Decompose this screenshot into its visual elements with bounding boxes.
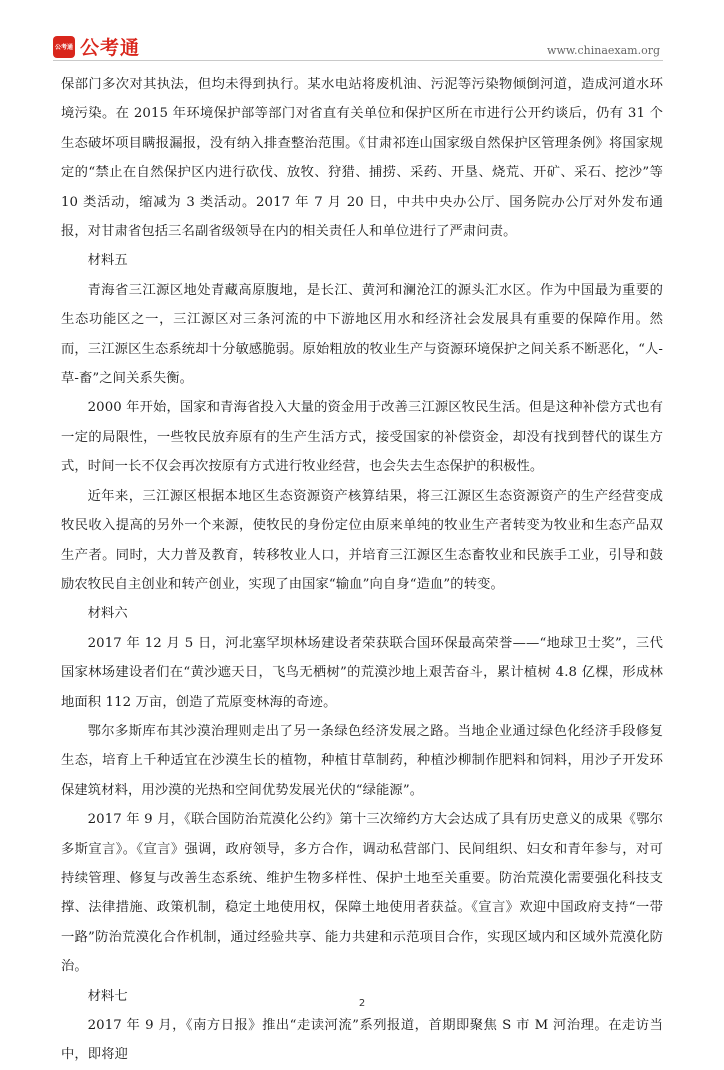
document-body — [61, 70, 663, 1070]
logo-badge-icon: 公考通 — [53, 36, 75, 58]
site-url[interactable]: www.chinaexam.org — [547, 44, 660, 57]
page-header — [0, 0, 724, 62]
section-heading-material-6: 材料六 — [87, 606, 128, 622]
paragraph: 2017 年 9 月，《联合国防治荒漠化公约》第十三次缔约方大会达成了具有历史意义的成果《鄂尔多斯宣言》。《宣言》强调，政府领导，多方合作，调动私营部门、民间组织、妇女和青年参与，对可持续管理、修复与改善生态系统、维护生物多样性、保护土地至关重要。防治荒漠化需要强化科技支撑、法律措施、政策机制，稳定土地使用权，保障土地使用者获益。《宣言》欢迎中国政府支持“一带一路”防治荒漠化合作机制，通过经验共享、能力共建和示范项目合作，实现区域内和区域外荒漠化防治。 — [61, 812, 663, 975]
section-heading-material-7: 材料七 — [87, 988, 128, 1004]
paragraph-continued: 保部门多次对其执法，但均未得到执行。某水电站将废机油、污泥等污染物倾倒河道，造成河道水环境污染。在 2015 年环境保护部等部门对省直有关单位和保护区所在市进行公开约谈后，仍有 31 个生态破坏项目瞒报漏报，没有纳入排查整治范围。《甘肃祁连山国家级自然保护区管理条例》将国家规定的“禁止在自然保护区内进行砍伐、放牧、狩猎、捕捞、采药、开垦、烧荒、开矿、采石、挖沙”等 10 类活动，缩减为 3 类活动。2017 年 7 月 20 日，中共中央办公厅、国务院办公厅对外发布通报，对甘肃省包括三名副省级领导在内的相关责任人和单位进行了严肃问责。 — [61, 77, 663, 240]
section-heading-material-5: 材料五 — [87, 253, 128, 269]
page-number: 2 — [358, 998, 366, 1009]
paragraph: 近年来，三江源区根据本地区生态资源资产核算结果，将三江源区生态资源资产的生产经营变成牧民收入提高的另外一个来源，使牧民的身份定位由原来单纯的牧业生产者转变为牧业和生态产品双生产者。同时，大力普及教育，转移牧业人口，并培育三江源区生态畜牧业和民族手工业，引导和鼓励农牧民自主创业和转产创业，实现了由国家“输血”向自身“造血”的转变。 — [61, 488, 663, 592]
logo-text: 公考通 — [80, 37, 141, 59]
paragraph: 2017 年 12 月 5 日，河北塞罕坝林场建设者荣获联合国环保最高荣誉——“地球卫士奖”，三代国家林场建设者们在“黄沙遮天日，飞鸟无栖树”的荒漠沙地上艰苦奋斗，累计植树 4.8 亿棵，形成林地面积 112 万亩，创造了荒原变林海的奇迹。 — [61, 635, 663, 710]
paragraph: 青海省三江源区地处青藏高原腹地，是长江、黄河和澜沧江的源头汇水区。作为中国最为重要的生态功能区之一，三江源区对三条河流的中下游地区用水和经济社会发展具有重要的保障作用。然而，三江源区生态系统却十分敏感脆弱。原始粗放的牧业生产与资源环境保护之间关系不断恶化，“人-草-畜”之间关系失衡。 — [61, 282, 663, 387]
paragraph: 2017 年 9 月，《南方日报》推出“走读河流”系列报道，首期即聚焦 S 市 M 河治理。在走访当中，即将迎 — [61, 1018, 663, 1063]
paragraph: 鄂尔多斯库布其沙漠治理则走出了另一条绿色经济发展之路。当地企业通过绿色化经济手段修复生态，培育上千种适宜在沙漠生长的植物，种植甘草制药，种植沙柳制作肥料和饲料，用沙子开发环保建筑材料，用沙漠的光热和空间优势发展光伏的“绿能源”。 — [61, 723, 663, 798]
logo[interactable] — [53, 33, 140, 60]
header-divider — [53, 60, 663, 61]
paragraph: 2000 年开始，国家和青海省投入大量的资金用于改善三江源区牧民生活。但是这种补偿方式也有一定的局限性，一些牧民放弃原有的生产生活方式，接受国家的补偿资金，却没有找到替代的谋生方式，时间一长不仅会再次按原有方式进行牧业经营，也会失去生态保护的积极性。 — [61, 400, 663, 475]
